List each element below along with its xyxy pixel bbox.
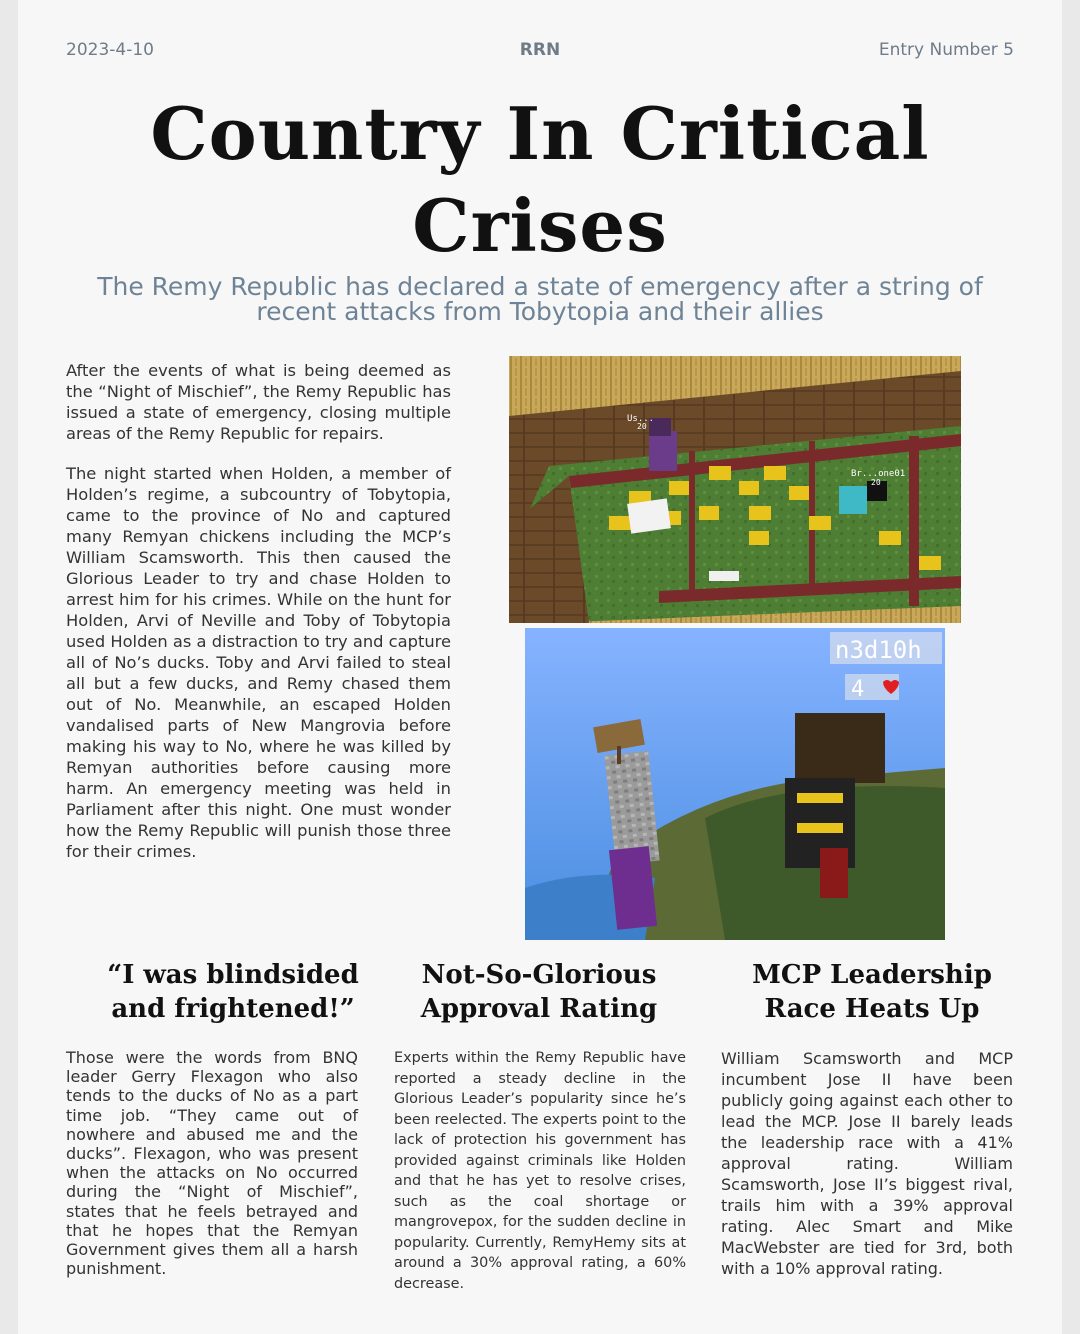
headline: Country In Critical Crises xyxy=(150,91,930,268)
player-pillar-image xyxy=(525,628,945,940)
article-paragraph: After the events of what is being deemed as the “Night of Mischief”, the Remy Republic has issued a state of emergency, closing multiple areas of the Remy Republic for repairs. xyxy=(66,361,451,443)
column-3-body: William Scamsworth and MCP incumbent Jose II have been publicly going against each other to lead the MCP. Jose II barely leads the leadership race with a 41% approval rating. William Scamsworth, Jose II’s biggest rival, trails him with a 39% approval rating. Alec Smart and Mike MacWebster are tied for 3rd, both with a 10% approval rating. xyxy=(721,1049,1013,1278)
masthead xyxy=(66,40,1014,64)
nametag-1: Us... xyxy=(627,414,655,424)
column-3-title: MCP Leadership Race Heats Up xyxy=(752,960,992,1024)
farm-ducks-image xyxy=(509,356,961,623)
newspaper-page xyxy=(18,0,1062,1334)
column-2-title: Not-So-Glorious Approval Rating xyxy=(420,960,658,1024)
nametag-2: Br...one01 xyxy=(851,469,906,479)
entry-number: Entry Number 5 xyxy=(878,40,1014,60)
brand-name: RRN xyxy=(519,40,561,60)
column-2-body: Experts within the Remy Republic have reported a steady decline in the Glorious Leader’s popularity since he’s been reelected. The experts point to the lack of protection his government has provided against criminals like Holden and that he has yet to resolve crises, such as the coal shortage or mangrovepox, for the sudden decline in popularity. Currently, RemyHemy sits at around a 30% approval rating, a 60% decrease. xyxy=(394,1050,686,1292)
main-article xyxy=(66,360,451,881)
subheadline: The Remy Republic has declared a state of emergency after a string of recent attacks from Tobytopia and their allies xyxy=(97,272,983,326)
nametag-2-level: 20 xyxy=(871,478,881,487)
nametag-1-level: 20 xyxy=(637,422,647,431)
issue-date: 2023-4-10 xyxy=(66,40,154,60)
column-1-body: Those were the words from BNQ leader Gerry Flexagon who also tends to the ducks of No as a part time job. “They came out of nowhere and abused me and the ducks”. Flexagon, who was present when the attacks on No occurred during the “Night of Mischief”, states that he feels betrayed and that he hopes that the Remyan Government gives them all a harsh punishment. xyxy=(66,1048,358,1279)
player-hearts: 4 xyxy=(851,677,865,702)
column-1-title: “I was blindsided and frightened!” xyxy=(107,960,359,1024)
article-paragraph: The night started when Holden, a member of Holden’s regime, a subcountry of Tobytopia, came to the province of No and captured many Remyan chickens including the MCP’s William Scamsworth. This then caused the Glorious Leader to try and chase Holden to arrest him for his crimes. While on the hunt for Holden, Arvi of Neville and Toby of Tobytopia used Holden as a distraction to try and capture all of No’s ducks. Toby and Arvi failed to steal all but a few ducks, and Remy chased them out of No. Meanwhile, an escaped Holden vandalised parts of New Mangrovia before making his way to No, where he was killed by Remyan authorities before causing more harm. An emergency meeting was held in Parliament after this night. One must wonder how the Remy Republic will punish those three for their crimes. xyxy=(66,464,451,861)
player-nametag: n3d10h xyxy=(835,636,922,664)
